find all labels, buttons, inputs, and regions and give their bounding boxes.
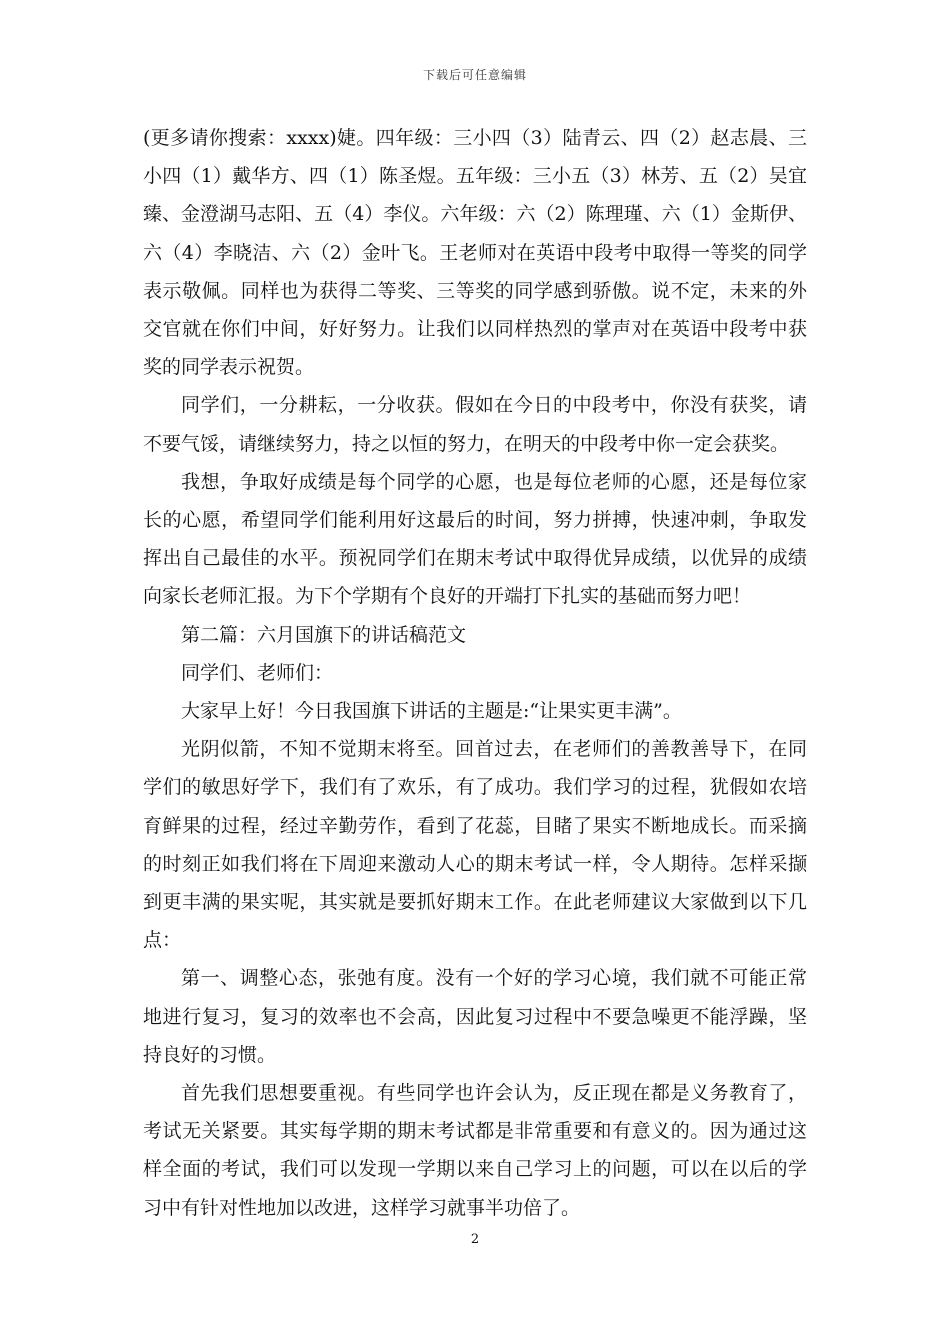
paragraph-9: 首先我们思想要重视。有些同学也许会认为，反正现在都是义务教育了，考试无关紧要。其实每学期的期末考试都是非常重要和有意义的。因为通过这样全面的考试，我们可以发现一学期以来自己学习上的问题，可以在以后的学习中有针对性地加以改进，这样学习就事半功倍了。 <box>143 1082 807 1219</box>
document-body <box>143 119 807 1227</box>
page-number: 2 <box>470 1232 480 1247</box>
greeting: 大家早上好！今日我国旗下讲话的主题是:“让果实更丰满”。 <box>181 700 682 723</box>
paragraph-1: (更多请你搜索：xxxx)婕。四年级：三小四（3）陆青云、四（2）赵志晨、三小四（1）戴华方、四（1）陈圣煜。五年级：三小五（3）林芳、五（2）吴宜臻、金澄湖马志阳、五（4）李仪。六年级：六（2）陈理瑾、六（1）金斯伊、六（4）李晓洁、六（2）金叶飞。王老师对在英语中段考中取得一等奖的同学表示敬佩。同样也为获得二等奖、三等奖的同学感到骄傲。说不定，未来的外交官就在你们中间，好好努力。让我们以同样热烈的掌声对在英语中段考中获奖的同学表示祝贺。 <box>143 127 807 379</box>
paragraph-3: 我想，争取好成绩是每个同学的心愿，也是每位老师的心愿，还是每位家长的心愿，希望同学们能利用好这最后的时间，努力拼搏，快速冲刺，争取发挥出自己最佳的水平。预祝同学们在期末考试中取得优异成绩，以优异的成绩向家长老师汇报。为下个学期有个良好的开端打下扎实的基础而努力吧！ <box>143 470 807 608</box>
paragraph-7: 光阴似箭，不知不觉期末将至。回首过去，在老师们的善教善导下，在同学们的敏思好学下，我们有了欢乐，有了成功。我们学习的过程，犹假如农培育鲜果的过程，经过辛勤劳作，看到了花蕊，目睹了果实不断地成长。而采摘的时刻正如我们将在下周迎来激动人心的期末考试一样，令人期待。怎样采撷到更丰满的果实呢，其实就是要抓好期末工作。在此老师建议大家做到以下几点： <box>143 738 807 952</box>
paragraph-8: 第一、调整心态，张弛有度。没有一个好的学习心境，我们就不可能正常地进行复习，复习的效率也不会高，因此复习过程中不要急噪更不能浮躁，坚持良好的习惯。 <box>143 967 807 1066</box>
section-heading: 第二篇：六月国旗下的讲话稿范文 <box>181 623 467 646</box>
page-header: 下载后可任意编辑 <box>422 68 527 82</box>
salutation: 同学们、老师们： <box>181 661 334 684</box>
paragraph-2: 同学们，一分耕耘，一分收获。假如在今日的中段考中，你没有获奖，请不要气馁，请继续努力，持之以恒的努力，在明天的中段考中你一定会获奖。 <box>143 394 807 455</box>
